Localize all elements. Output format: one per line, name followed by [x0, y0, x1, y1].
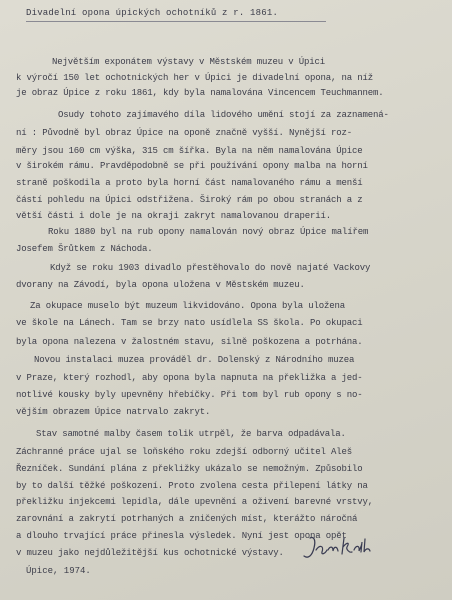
- text-line: Za okupace muselo být muzeum likvidováno. Opona byla uložena: [30, 301, 346, 311]
- text-line: v Praze, který rozhodl, aby opona byla napnuta na překližka a jed-: [16, 373, 363, 383]
- text-line: notlivé kousky byly upevněny hřebíčky. Při tom byl rub opony s no-: [16, 390, 363, 400]
- text-line: Novou instalaci muzea prováděl dr. Dolenský z Národního muzea: [34, 355, 355, 365]
- title-underline: [26, 21, 326, 22]
- handwritten-signature: [300, 532, 380, 566]
- text-line: a dlouho trvající práce přinesla výsledek. Nyní jest opona opět: [16, 531, 347, 541]
- text-line: měry jsou 160 cm výška, 315 cm šířka. Byla na něm namalována Úpice: [16, 146, 363, 156]
- text-line: zarovnání a zakrytí potrhaných a zničených míst, kterážto náročná: [16, 514, 358, 524]
- text-line: Největším exponátem výstavy v Městském muzeu v Úpici: [52, 57, 326, 67]
- text-line: Roku 1880 byl na rub opony namalován nový obraz Úpice malířem: [48, 227, 369, 237]
- text-line: byla opona nalezena v žalostném stavu, silně poškozena a potrhána.: [16, 337, 363, 347]
- text-line: vějším obrazem Úpice natrvalo zakryt.: [16, 407, 211, 417]
- text-line: Osudy tohoto zajímavého díla lidového umění stojí za zaznamená-: [58, 110, 389, 120]
- text-line: v širokém rámu. Pravděpodobně se při používání opony malba na horní: [16, 161, 368, 171]
- text-line: Josefem Šrůtkem z Náchoda.: [16, 244, 153, 254]
- text-line: by to další těžké poškození. Proto zvolena cesta přilepení látky na: [16, 481, 368, 491]
- text-line: straně poškodila a proto byla horní část namalovaného rámu a menší: [16, 178, 363, 188]
- text-line: částí pohledu na Úpici odstřižena. Široký rám po obou stranách a z: [16, 195, 363, 205]
- text-line: k výročí 150 let ochotnických her v Úpici je divadelní opona, na níž: [16, 73, 374, 83]
- document-footer: Úpice, 1974.: [26, 566, 91, 576]
- text-line: Stav samotné malby časem tolik utrpěl, že barva odpadávala.: [36, 429, 346, 439]
- text-line: v muzeu jako nejdůležitější kus ochotnické výstavy.: [16, 548, 284, 558]
- text-line: je obraz Úpice z roku 1861, kdy byla namalována Vincencem Teuchmannem.: [16, 88, 384, 98]
- text-line: Řezníček. Sundání plána z překližky ukázalo se nemožným. Způsobilo: [16, 464, 363, 474]
- text-line: Když se roku 1903 divadlo přestěhovalo do nově najaté Vackovy: [50, 263, 371, 273]
- text-line: ní : Původně byl obraz Úpice na oponě značně vyšší. Nynější roz-: [16, 128, 353, 138]
- text-line: ve škole na Lánech. Tam se brzy nato usídlela SS škola. Po okupaci: [16, 318, 363, 328]
- text-line: větší části i dole je na okraji zakryt namalovanou draperií.: [16, 211, 332, 221]
- document-title: Divadelní opona úpických ochotníků z r. 1861.: [26, 8, 279, 18]
- text-line: překližku injekcemi lepidla, dále upevnění a oživení barevné vrstvy,: [16, 497, 374, 507]
- text-line: dvorany na Závodí, byla opona uložena v Městském muzeu.: [16, 280, 305, 290]
- text-line: Záchranné práce ujal se loňského roku zdejší odborný učitel Aleš: [16, 447, 353, 457]
